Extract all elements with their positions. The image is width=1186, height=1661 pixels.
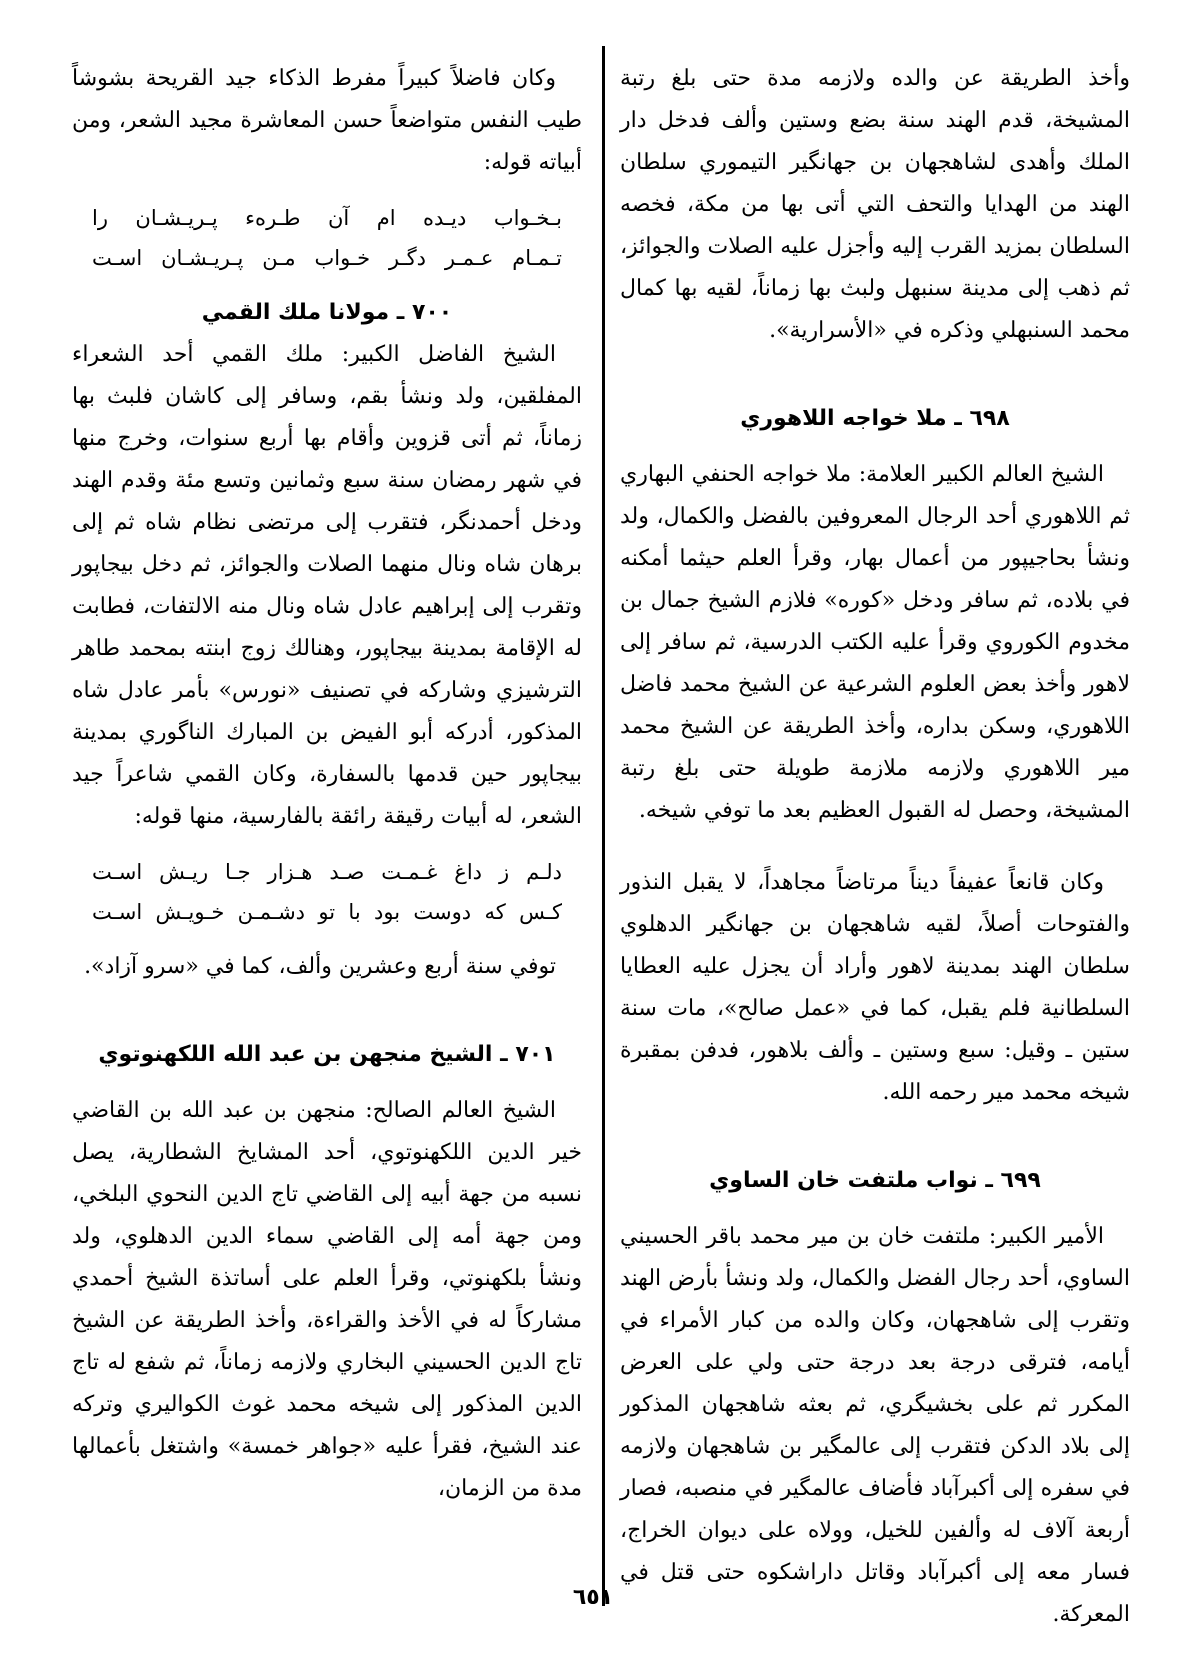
page-number: ٦٥١ bbox=[572, 1585, 614, 1610]
entry-700-paragraph-1: الشيخ الفاضل الكبير: ملك القمي أحد الشعراء المفلقين، ولد ونشأ بقم، وسافر إلى كاشان فلبث بها زماناً، ثم أتى قزوين وأقام بها أربع سنوات، وخرج منها في شهر رمضان سنة سبع وثمانين وتسع مئة وقدم الهند ودخل أحمدنگر، فتقرب إلى مرتضى نظام شاه ثم إلى برهان شاه ونال منهما الصلات والجوائز، ثم دخل بيجاپور وتقرب إلى إبراهيم عادل شاه ونال منه الالتفات، فطابت له الإقامة بمدينة بيجاپور، وهنالك زوج ابنته بمحمد طاهر الترشيزي وشاركه في تصنيف «نورس» بأمر عادل شاه المذكور، أدركه أبو الفيض بن المبارك الناگوري بمدينة بيجاپور حين قدمها بالسفارة، وكان القمي شاعراً جيد الشعر، له أبيات رقيقة رائقة بالفارسية، منها قوله: bbox=[72, 342, 582, 829]
verse-1-line-2: تـمـام عـمـر دگـر خـواب مـن پـريـشـان اسـت bbox=[92, 246, 562, 270]
entry-700-paragraph-2: توفي سنة أربع وعشرين وألف، كما في «سرو آزاد». bbox=[84, 954, 556, 979]
entry-700-heading: ٧٠٠ ـ مولانا ملك القمي bbox=[201, 300, 453, 325]
left-column bbox=[72, 58, 582, 1510]
right-column bbox=[620, 58, 1130, 1636]
verse-2-line-1: دلـم ز داغ غـمـت صـد هـزار جـا ريـش اسـت bbox=[92, 860, 562, 884]
verse-1-line-1: بـخـواب ديـده ام آن طـره‌ء پـريـشـان را bbox=[92, 206, 562, 230]
entry-701-heading: ٧٠١ ـ الشيخ منجهن بن عبد الله اللكهنوتوي bbox=[98, 1042, 556, 1067]
entry-698-heading: ٦٩٨ ـ ملا خواجه اللاهوري bbox=[740, 406, 1010, 431]
right-intro-paragraph: وأخذ الطريقة عن والده ولازمه مدة حتى بلغ رتبة المشيخة، قدم الهند سنة بضع وستين وألف فدخل دار الملك وأهدى لشاهجهان بن جهانگير التيموري سلطان الهند من الهدايا والتحف التي أتى بها من مكة، فخصه السلطان بمزيد القرب إليه وأجزل عليه الصلات والجوائز، ثم ذهب إلى مدينة سنبهل ولبث بها زماناً، لقيه بها كمال محمد السنبهلي وذكره في «الأسرارية». bbox=[620, 66, 1130, 343]
entry-699-heading: ٦٩٩ ـ نواب ملتفت خان الساوي bbox=[709, 1168, 1041, 1193]
entry-698-paragraph-1: الشيخ العالم الكبير العلامة: ملا خواجه الحنفي البهاري ثم اللاهوري أحد الرجال المعروفين بالفضل والكمال، ولد ونشأ بحاجيپور من أعمال بهار، وقرأ العلم حيثما أمكنه في بلاده، ثم سافر ودخل «كوره» فلازم الشيخ جمال بن مخدوم الكوروي وقرأ عليه الكتب الدرسية، ثم سافر إلى لاهور وأخذ بعض العلوم الشرعية عن الشيخ محمد فاضل اللاهوري، وسكن بداره، وأخذ الطريقة عن الشيخ محمد مير اللاهوري ولازمه ملازمة طويلة حتى بلغ رتبة المشيخة، وحصل له القبول العظيم بعد ما توفي شيخه. bbox=[620, 462, 1130, 823]
entry-698-paragraph-2: وكان قانعاً عفيفاً ديناً مرتاضاً مجاهداً، لا يقبل النذور والفتوحات أصلاً، لقيه شاهجهان بن جهانگير الدهلوي سلطان الهند بمدينة لاهور وأراد أن يجزل عليه العطايا السلطانية فلم يقبل، كما في «عمل صالح»، مات سنة ستين ـ وقيل: سبع وستين ـ وألف بلاهور، فدفن بمقبرة شيخه محمد مير رحمه الله. bbox=[620, 870, 1130, 1105]
entry-701-paragraph-1: الشيخ العالم الصالح: منجهن بن عبد الله بن القاضي خير الدين اللكهنوتوي، أحد المشايخ الشطارية، يصل نسبه من جهة أبيه إلى القاضي تاج الدين النحوي البلخي، ومن جهة أمه إلى القاضي سماء الدين الدهلوي، ولد ونشأ بلكهنوتي، وقرأ العلم على أساتذة الشيخ أحمدي مشاركاً له في الأخذ والقراءة، وأخذ الطريقة عن الشيخ تاج الدين الحسيني البخاري ولازمه زماناً، ثم شفع له تاج الدين المذكور إلى شيخه محمد غوث الكواليري وتركه عند الشيخ، فقرأ عليه «جواهر خمسة» واشتغل بأعمالها مدة من الزمان، bbox=[72, 1098, 582, 1501]
entry-699-paragraph-1: الأمير الكبير: ملتفت خان بن مير محمد باقر الحسيني الساوي، أحد رجال الفضل والكمال، ولد ونشأ بأرض الهند وتقرب إلى شاهجهان، وكان والده من كبار الأمراء في أيامه، فترقى درجة بعد درجة حتى ولي على العرض المكرر ثم على بخشيگري، ثم بعثه شاهجهان المذكور إلى بلاد الدكن فتقرب إلى عالمگير بن شاهجهان ولازمه في سفره إلى أكبرآباد فأضاف عالمگير في منصبه، فصار أربعة آلاف له وألفين للخيل، وولاه على ديوان الخراج، فسار معه إلى أكبرآباد وقاتل داراشكوه حتى قتل في المعركة. bbox=[620, 1224, 1130, 1627]
column-divider bbox=[602, 46, 605, 1606]
verse-2-line-2: كـس كه دوست بود با تو دشـمـن خـويـش اسـت bbox=[92, 900, 562, 924]
left-intro-paragraph: وكان فاضلاً كبيراً مفرط الذكاء جيد القريحة بشوشاً طيب النفس متواضعاً حسن المعاشرة مجيد الشعر، ومن أبياته قوله: bbox=[72, 66, 582, 175]
